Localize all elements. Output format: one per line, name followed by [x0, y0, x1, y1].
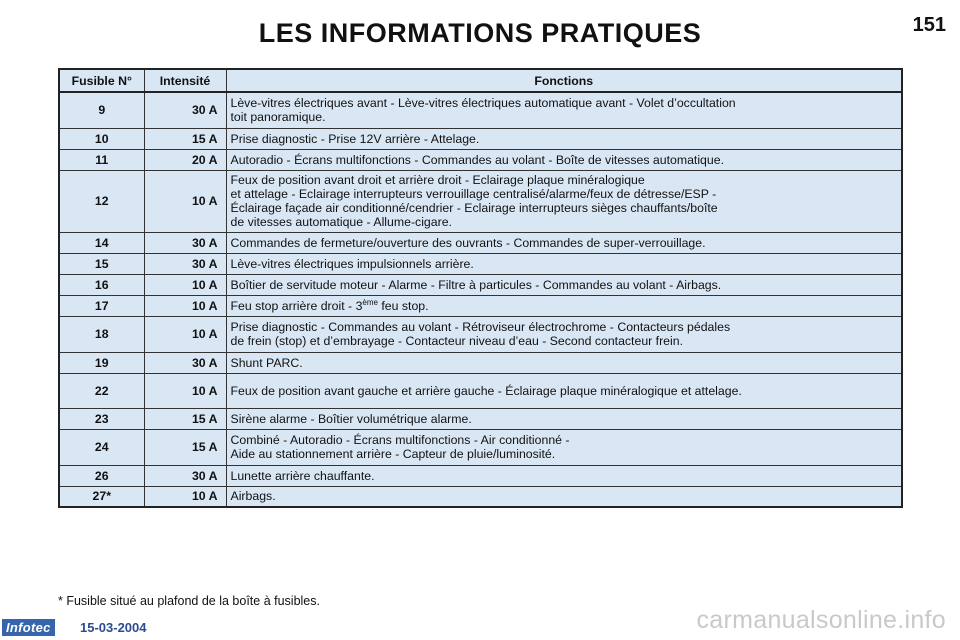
function-line: et attelage - Eclairage interrupteurs verrouillage centralisé/alarme/feux de détresse/ESP - [230, 187, 717, 201]
function-line: toit panoramique. [230, 110, 326, 125]
fuse-functions [226, 232, 902, 253]
fuse-number: 9 [59, 92, 144, 128]
fuse-intensity: 10 A [144, 295, 226, 316]
function-line: Shunt PARC. [230, 355, 303, 370]
fuse-functions [226, 316, 902, 352]
page-number: 151 [912, 14, 946, 36]
table-row [59, 253, 902, 274]
fuse-functions [226, 352, 902, 373]
function-line: Aide au stationnement arrière - Capteur de pluie/luminosité. [230, 447, 556, 461]
fuse-functions [226, 429, 902, 465]
table-row [59, 408, 902, 429]
table-row [59, 429, 902, 465]
fuse-functions [226, 408, 902, 429]
fuse-number: 22 [59, 373, 144, 408]
table-row [59, 92, 902, 128]
table-row [59, 373, 902, 408]
fuse-intensity: 30 A [144, 465, 226, 486]
function-text: feu stop. [377, 298, 429, 313]
fuse-functions [226, 465, 902, 486]
footnote: * Fusible situé au plafond de la boîte à fusibles. [58, 594, 320, 608]
table-row [59, 316, 902, 352]
fuse-intensity: 15 A [144, 128, 226, 149]
fuse-number: 27* [59, 486, 144, 507]
function-line: de frein (stop) et d’embrayage - Contacteur niveau d’eau - Second contacteur frein. [230, 334, 684, 348]
fuse-functions [226, 486, 902, 507]
ordinal-superscript: ème [362, 297, 378, 307]
fuse-intensity: 30 A [144, 232, 226, 253]
fuse-functions [226, 149, 902, 170]
fuse-intensity: 10 A [144, 373, 226, 408]
table-header-row [59, 69, 902, 92]
fuse-table [58, 68, 903, 508]
fuse-number: 11 [59, 149, 144, 170]
infotec-logo: Infotec [2, 619, 55, 636]
table-row [59, 170, 902, 232]
function-line: Autoradio - Écrans multifonctions - Commandes au volant - Boîte de vitesses automatique. [230, 152, 724, 167]
function-line: Prise diagnostic - Prise 12V arrière - Attelage. [230, 131, 480, 146]
function-line: de vitesses automatique - Allume-cigare. [230, 215, 452, 229]
fuse-number: 16 [59, 274, 144, 295]
fuse-number: 12 [59, 170, 144, 232]
watermark: carmanualsonline.info [696, 606, 946, 634]
fuse-number: 17 [59, 295, 144, 316]
fuse-intensity: 10 A [144, 274, 226, 295]
fuse-functions [226, 295, 902, 316]
table-row [59, 274, 902, 295]
function-line: Airbags. [230, 489, 276, 504]
function-line: Feux de position avant gauche et arrière gauche - Éclairage plaque minéralogique et attelage. [230, 383, 742, 398]
function-line: Lunette arrière chauffante. [230, 468, 375, 483]
function-line: Boîtier de servitude moteur - Alarme - Filtre à particules - Commandes au volant - Airbags. [230, 277, 722, 292]
function-line: Éclairage façade air conditionné/cendrier - Eclairage interrupteurs sièges chauffants/boîte [230, 201, 718, 215]
function-text: Feu stop arrière droit - 3 [230, 298, 363, 313]
fuse-number: 14 [59, 232, 144, 253]
table-row [59, 232, 902, 253]
function-line: Prise diagnostic - Commandes au volant - Rétroviseur électrochrome - Contacteurs pédales [230, 320, 731, 334]
fuse-functions [226, 274, 902, 295]
table-row [59, 295, 902, 316]
table-row [59, 486, 902, 507]
table-row [59, 149, 902, 170]
fuse-functions [226, 92, 902, 128]
fuse-intensity: 20 A [144, 149, 226, 170]
table-row [59, 128, 902, 149]
fuse-intensity: 10 A [144, 316, 226, 352]
fuse-intensity: 30 A [144, 253, 226, 274]
page-title: LES INFORMATIONS PRATIQUES [258, 18, 702, 48]
fuse-number: 26 [59, 465, 144, 486]
fuse-functions [226, 128, 902, 149]
table-row [59, 465, 902, 486]
fuse-intensity: 15 A [144, 429, 226, 465]
fuse-number: 19 [59, 352, 144, 373]
fuse-intensity: 10 A [144, 170, 226, 232]
fuse-functions [226, 253, 902, 274]
fuse-number: 24 [59, 429, 144, 465]
fuse-number: 15 [59, 253, 144, 274]
fuse-number: 18 [59, 316, 144, 352]
function-line: Combiné - Autoradio - Écrans multifonctions - Air conditionné - [230, 433, 570, 447]
fuse-intensity: 15 A [144, 408, 226, 429]
fuse-number: 23 [59, 408, 144, 429]
fuse-intensity: 10 A [144, 486, 226, 507]
header-fuse-number: Fusible N° [59, 69, 144, 92]
footer-date: 15-03-2004 [80, 620, 147, 635]
header-functions: Fonctions [226, 69, 902, 92]
function-line: Lève-vitres électriques impulsionnels arrière. [230, 256, 474, 271]
table-row [59, 352, 902, 373]
fuse-functions [226, 170, 902, 232]
fuse-number: 10 [59, 128, 144, 149]
function-line: Lève-vitres électriques avant - Lève-vitres électriques automatique avant - Volet d’occultation [230, 96, 736, 111]
function-line: Feux de position avant droit et arrière droit - Eclairage plaque minéralogique [230, 173, 645, 187]
function-line: Commandes de fermeture/ouverture des ouvrants - Commandes de super-verrouillage. [230, 235, 706, 250]
fuse-intensity: 30 A [144, 352, 226, 373]
function-line: Sirène alarme - Boîtier volumétrique alarme. [230, 411, 472, 426]
header-intensity: Intensité [144, 69, 226, 92]
fuse-intensity: 30 A [144, 92, 226, 128]
fuse-functions [226, 373, 902, 408]
